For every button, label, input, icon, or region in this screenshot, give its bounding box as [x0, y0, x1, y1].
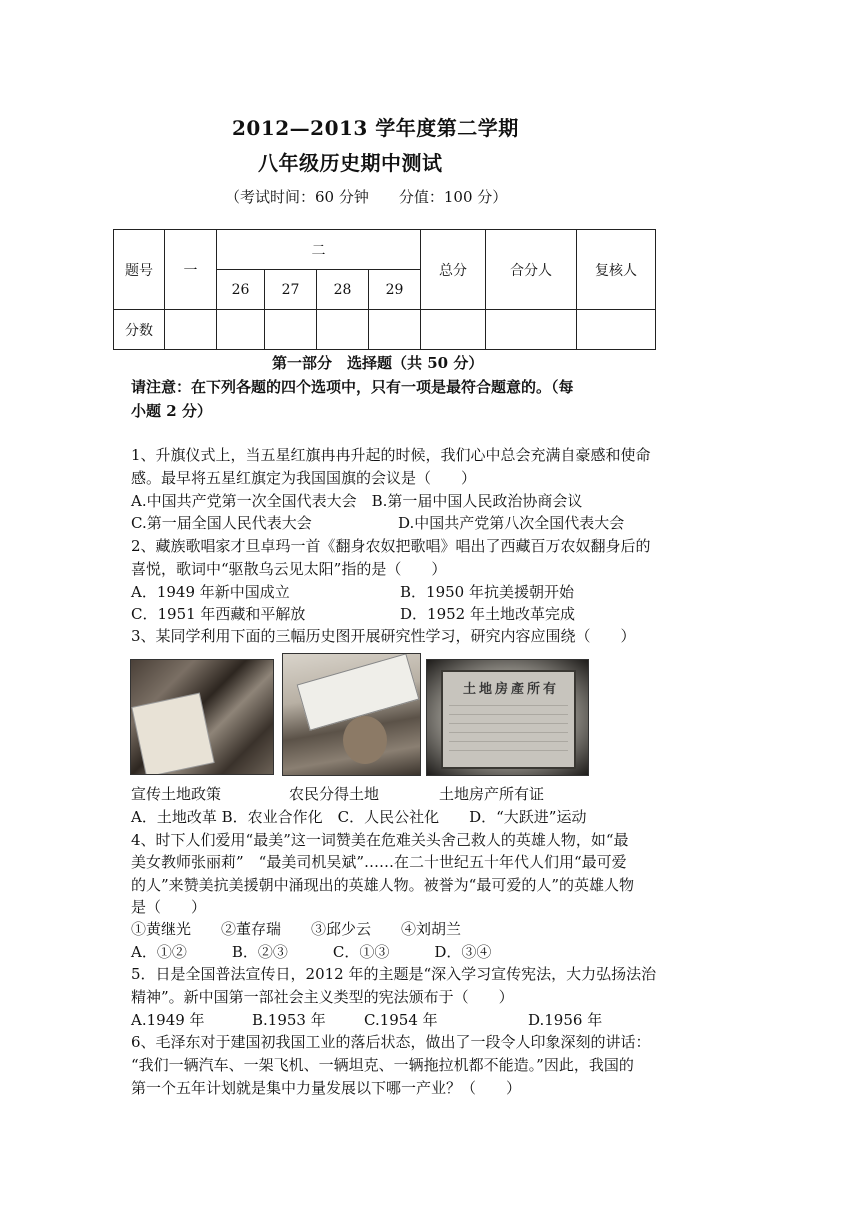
score-cell-q27[interactable] — [265, 310, 317, 350]
q3-caption1: 宣传土地政策 — [131, 785, 222, 803]
q1-option-ab: A.中国共产党第一次全国代表大会 B.第一届中国人民政治协商会议 — [131, 492, 583, 510]
q5-option-d: D.1956 年 — [528, 1011, 603, 1029]
score-table — [113, 229, 656, 350]
q2-line2: 喜悦，歌词中“驱散乌云见太阳”指的是（ ） — [131, 560, 447, 578]
q3-options: A．土地改革 B．农业合作化 C．人民公社化 D．“大跃进”运动 — [131, 808, 587, 826]
q5-line2: 精神”。新中国第一部社会主义类型的宪法颁布于（ ） — [131, 988, 514, 1006]
header-q29: 29 — [369, 270, 421, 310]
score-cell-q28[interactable] — [317, 310, 369, 350]
q4-options: A．①② B．②③ C．①③ D．③④ — [131, 943, 492, 961]
q5-option-c: C.1954 年 — [364, 1011, 438, 1029]
q4-line3: 的人”来赞美抗美援朝中涌现出的英雄人物。被誉为“最可爱的人”的英雄人物 — [131, 876, 635, 894]
q6-line1: 6、毛泽东对于建国初我国工业的落后状态，做出了一段令人印象深刻的讲话： — [131, 1033, 651, 1051]
q4-line1: 4、时下人们爱用“最美”这一词赞美在危难关头舍己救人的英雄人物，如“最 — [131, 831, 629, 849]
notice-line1: 请注意：在下列各题的四个选项中，只有一项是最符合题意的。（每 — [131, 378, 574, 396]
q1-option-d: D.中国共产党第八次全国代表大会 — [398, 514, 625, 532]
q2-option-b: B．1950 年抗美援朝开始 — [400, 583, 574, 601]
header-question: 题号 — [114, 230, 165, 310]
q3-caption3: 土地房产所有证 — [439, 785, 545, 803]
q6-line2: “我们一辆汽车、一架飞机、一辆坦克、一辆拖拉机都不能造。”因此，我国的 — [131, 1056, 634, 1074]
section-heading: 第一部分 选择题（共 50 分） — [272, 354, 484, 372]
header-q26: 26 — [217, 270, 265, 310]
exam-title-line2: 八年级历史期中测试 — [258, 151, 443, 175]
q4-names: ①黄继光 ②董存瑞 ③邱少云 ④刘胡兰 — [131, 920, 462, 938]
photo-land-policy-propaganda — [130, 659, 274, 775]
q6-line3: 第一个五年计划就是集中力量发展以下哪一产业？（ ） — [131, 1079, 522, 1097]
photo-land-certificate — [426, 659, 589, 776]
q5-option-a: A.1949 年 — [131, 1011, 205, 1029]
score-cell-scorer[interactable] — [486, 310, 577, 350]
score-cell-part1[interactable] — [165, 310, 217, 350]
certificate-text-lines — [449, 700, 568, 759]
q1-line1: 1、升旗仪式上，当五星红旗冉冉升起的时候，我们心中总会充满自豪感和使命 — [131, 446, 651, 464]
q1-line2: 感。最早将五星红旗定为我国国旗的会议是（ ） — [131, 469, 477, 487]
q2-option-d: D．1952 年土地改革完成 — [400, 605, 575, 623]
score-cell-q26[interactable] — [217, 310, 265, 350]
exam-info: （考试时间：60 分钟 分值：100 分） — [225, 188, 508, 206]
score-cell-total[interactable] — [421, 310, 486, 350]
certificate-title: 土地房產所有 — [463, 682, 560, 697]
q1-option-c: C.第一届全国人民代表大会 — [131, 514, 312, 532]
score-cell-q29[interactable] — [369, 310, 421, 350]
score-cell-reviewer[interactable] — [577, 310, 656, 350]
photo-farmer-land — [282, 653, 421, 776]
header-scorer: 合分人 — [486, 230, 577, 310]
q4-line2: 美女教师张丽莉” “最美司机吴斌”……在二十世纪五十年代人们用“最可爱 — [131, 853, 627, 871]
notice-line2: 小题 2 分） — [131, 402, 212, 420]
q5-option-b: B.1953 年 — [252, 1011, 326, 1029]
q2-option-c: C．1951 年西藏和平解放 — [131, 605, 306, 623]
header-total: 总分 — [421, 230, 486, 310]
header-part1: 一 — [165, 230, 217, 310]
q2-line1: 2、藏族歌唱家才旦卓玛一首《翻身农奴把歌唱》唱出了西藏百万农奴翻身后的 — [131, 537, 651, 555]
q4-line4: 是（ ） — [131, 898, 207, 916]
q3-line1: 3、某同学利用下面的三幅历史图开展研究性学习，研究内容应围绕（ ） — [131, 627, 636, 645]
farmer-figure — [343, 716, 387, 764]
header-reviewer: 复核人 — [577, 230, 656, 310]
exam-title-line1: 2012—2013 学年度第二学期 — [232, 116, 519, 140]
certificate-document — [441, 670, 576, 769]
q3-caption2: 农民分得土地 — [289, 785, 380, 803]
header-q28: 28 — [317, 270, 369, 310]
header-q27: 27 — [265, 270, 317, 310]
q2-option-a: A．1949 年新中国成立 — [131, 583, 290, 601]
header-part2: 二 — [217, 230, 421, 270]
q5-line1: 5．日是全国普法宣传日，2012 年的主题是“深入学习宣传宪法，大力弘扬法治 — [131, 965, 657, 983]
poster-sheet — [132, 694, 213, 775]
row-score-label: 分数 — [114, 310, 165, 350]
